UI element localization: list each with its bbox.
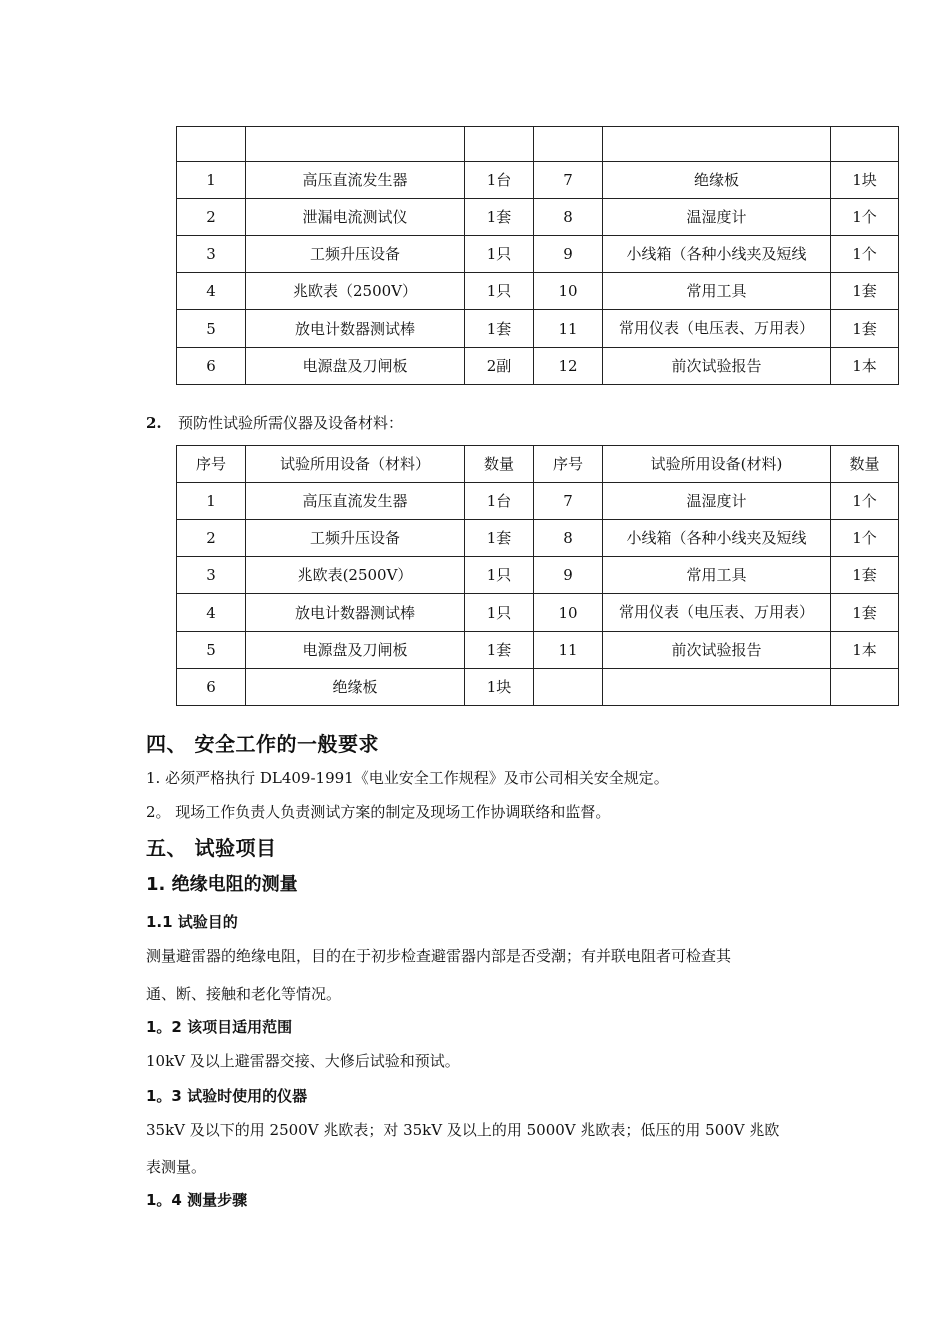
subsection-1-1-line-2: 通、断、接触和老化等情况。	[146, 985, 342, 1003]
table-cell: 11	[534, 632, 603, 669]
table-cell: 1台	[465, 483, 534, 520]
table-cell: 2	[177, 199, 246, 236]
table-cell: 1块	[831, 162, 899, 199]
table-cell: 常用工具	[603, 273, 831, 310]
table-cell: 绝缘板	[246, 669, 465, 706]
table-row	[177, 594, 899, 632]
subsection-1-1-line-1: 测量避雷器的绝缘电阻，目的在于初步检查避雷器内部是否受潮；有并联电阻者可检查其	[146, 947, 732, 965]
table-cell: 1只	[465, 273, 534, 310]
table-row	[177, 310, 899, 348]
table-cell: 8	[534, 520, 603, 557]
subsection-1-3-line-1: 35kV 及以下的用 2500V 兆欧表；对 35kV 及以上的用 5000V 兆欧表；低压的用 500V 兆欧	[146, 1121, 780, 1139]
table-cell	[603, 669, 831, 706]
table-cell: 1只	[465, 236, 534, 273]
subsection-1-1-title: 1.1 试验目的	[146, 913, 238, 931]
table-cell: 5	[177, 632, 246, 669]
table-cell: 6	[177, 348, 246, 385]
table-cell: 1套	[465, 632, 534, 669]
table-cell: 高压直流发生器	[246, 483, 465, 520]
table-row	[177, 483, 899, 520]
table-cell: 1套	[831, 594, 899, 632]
table-cell: 1个	[831, 483, 899, 520]
table-cell: 1本	[831, 632, 899, 669]
table-row	[177, 199, 899, 236]
header-cell: 数量	[831, 446, 899, 483]
equipment-table-1	[176, 126, 899, 385]
table-cell: 1套	[465, 310, 534, 348]
table-cell: 9	[534, 236, 603, 273]
table-cell: 3	[177, 236, 246, 273]
table-cell: 1个	[831, 236, 899, 273]
caption-text: 预防性试验所需仪器及设备材料：	[178, 414, 404, 432]
header-cell: 数量	[465, 446, 534, 483]
table-cell: 兆欧表(2500V）	[246, 557, 465, 594]
section-4-item-1: 1. 必须严格执行 DL409-1991《电业安全工作规程》及市公司相关安全规定。	[146, 769, 669, 787]
table-cell: 1个	[831, 199, 899, 236]
table-cell: 10	[534, 273, 603, 310]
table-cell: 4	[177, 594, 246, 632]
table-cell: 温湿度计	[603, 199, 831, 236]
table-header-row	[177, 127, 899, 162]
subsection-1-2-title: 1。2 该项目适用范围	[146, 1018, 293, 1036]
header-cell: 试验所用设备(材料)	[603, 446, 831, 483]
table-cell: 常用仪表（电压表、万用表）	[603, 594, 831, 632]
table-cell: 4	[177, 273, 246, 310]
table-row	[177, 162, 899, 199]
table-cell: 1块	[465, 669, 534, 706]
table-row	[177, 669, 899, 706]
table-cell: 1套	[831, 557, 899, 594]
table-row	[177, 348, 899, 385]
table-cell: 前次试验报告	[603, 632, 831, 669]
table-cell: 1台	[465, 162, 534, 199]
table-cell: 绝缘板	[603, 162, 831, 199]
table-2-caption	[146, 412, 403, 434]
table-cell: 5	[177, 310, 246, 348]
header-cell	[603, 127, 831, 162]
table-cell: 7	[534, 483, 603, 520]
table-cell: 11	[534, 310, 603, 348]
header-cell: 序号	[534, 446, 603, 483]
table-cell: 兆欧表（2500V）	[246, 273, 465, 310]
table-row	[177, 520, 899, 557]
subsection-1-4-title: 1。4 测量步骤	[146, 1191, 248, 1209]
table-cell: 1套	[465, 520, 534, 557]
table-header-row	[177, 446, 899, 483]
table-cell: 1只	[465, 557, 534, 594]
table-cell: 1套	[465, 199, 534, 236]
table-cell: 2副	[465, 348, 534, 385]
table-row	[177, 632, 899, 669]
table-cell: 小线箱（各种小线夹及短线	[603, 236, 831, 273]
table-cell: 12	[534, 348, 603, 385]
table-cell: 1套	[831, 273, 899, 310]
caption-number: 2.	[146, 414, 162, 432]
header-cell: 试验所用设备（材料）	[246, 446, 465, 483]
header-cell	[465, 127, 534, 162]
section-4-item-2: 2。 现场工作负责人负责测试方案的制定及现场工作协调联络和监督。	[146, 803, 611, 821]
subsection-1-heading: 1. 绝缘电阻的测量	[146, 874, 298, 895]
subsection-1-3-title: 1。3 试验时使用的仪器	[146, 1087, 308, 1105]
table-row	[177, 557, 899, 594]
table-cell: 8	[534, 199, 603, 236]
table-cell: 10	[534, 594, 603, 632]
table-cell: 1本	[831, 348, 899, 385]
equipment-table-2	[176, 445, 899, 706]
table-cell	[831, 669, 899, 706]
header-cell	[534, 127, 603, 162]
table-cell: 常用工具	[603, 557, 831, 594]
header-cell: 序号	[177, 446, 246, 483]
table-cell: 2	[177, 520, 246, 557]
table-cell: 放电计数器测试棒	[246, 594, 465, 632]
table-cell: 小线箱（各种小线夹及短线	[603, 520, 831, 557]
table-cell: 电源盘及刀闸板	[246, 348, 465, 385]
table-cell: 1套	[831, 310, 899, 348]
header-cell	[831, 127, 899, 162]
header-cell	[177, 127, 246, 162]
table-cell: 温湿度计	[603, 483, 831, 520]
table-cell: 泄漏电流测试仪	[246, 199, 465, 236]
table-cell: 7	[534, 162, 603, 199]
table-cell: 1	[177, 483, 246, 520]
section-5-heading: 五、 试验项目	[146, 836, 277, 860]
table-cell: 工频升压设备	[246, 520, 465, 557]
table-cell: 电源盘及刀闸板	[246, 632, 465, 669]
header-cell	[246, 127, 465, 162]
table-cell: 1	[177, 162, 246, 199]
table-cell: 6	[177, 669, 246, 706]
section-4-heading: 四、 安全工作的一般要求	[146, 732, 379, 756]
table-cell: 1只	[465, 594, 534, 632]
table-row	[177, 273, 899, 310]
table-cell: 常用仪表（电压表、万用表）	[603, 310, 831, 348]
table-cell: 高压直流发生器	[246, 162, 465, 199]
table-cell: 工频升压设备	[246, 236, 465, 273]
table-cell: 9	[534, 557, 603, 594]
subsection-1-2-text: 10kV 及以上避雷器交接、大修后试验和预试。	[146, 1052, 460, 1070]
table-cell: 前次试验报告	[603, 348, 831, 385]
subsection-1-3-line-2: 表测量。	[146, 1158, 207, 1176]
table-row	[177, 236, 899, 273]
table-cell	[534, 669, 603, 706]
table-cell: 1个	[831, 520, 899, 557]
table-cell: 3	[177, 557, 246, 594]
table-cell: 放电计数器测试棒	[246, 310, 465, 348]
